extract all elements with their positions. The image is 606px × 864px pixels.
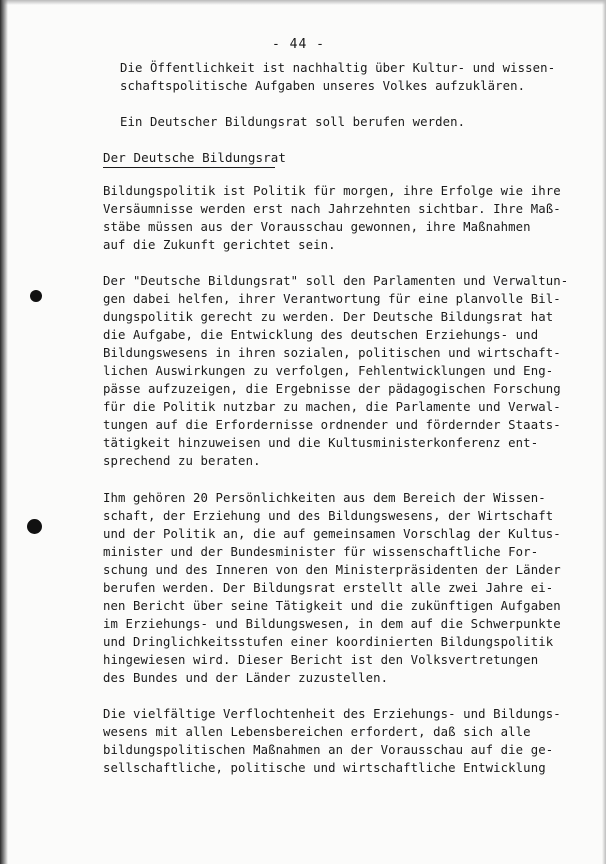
text-line: Der "Deutsche Bildungsrat" soll den Parlamenten und Verwaltun-: [103, 274, 569, 288]
text-line: Ihm gehören 20 Persönlichkeiten aus dem Bereich der Wissen-: [103, 491, 546, 505]
text-line: sellschaftliche, politische und wirtschaftliche Entwicklung: [103, 761, 546, 775]
text-line: stäbe müssen aus der Vorausschau gewonnen, ihre Maßnahmen: [103, 220, 531, 234]
text-line: für die Politik nutzbar zu machen, die Parlamente und Verwal-: [103, 400, 561, 414]
text-line: Bildungspolitik ist Politik für morgen, ihre Erfolge wie ihre: [103, 184, 561, 198]
text-line: minister und der Bundesminister für wissenschaftliche For-: [103, 545, 539, 559]
page-number: - 44 -: [272, 37, 325, 52]
text-line: schung und des Inneren von den Ministerpräsidenten der Länder: [103, 563, 561, 577]
text-line: im Erziehungs- und Bildungswesen, in dem auf die Schwerpunkte: [103, 617, 561, 631]
text-line: tätigkeit hinzuweisen und die Kultusministerkonferenz ent-: [103, 436, 539, 450]
text-line: pässe aufzuzeigen, die Ergebnisse der pädagogischen Forschung: [103, 382, 561, 396]
section-heading: Der Deutsche Bildungsrat: [103, 150, 287, 165]
heading-underline: [103, 167, 275, 168]
scan-edge-top: [0, 0, 606, 5]
text-line: nen Bericht über seine Tätigkeit und die zukünftigen Aufgaben: [103, 599, 561, 613]
text-line: des Bundes und der Länder zuzustellen.: [103, 671, 389, 685]
text-line: Die Öffentlichkeit ist nachhaltig über Kultur- und wissen-: [120, 61, 556, 75]
text-line: wesens mit allen Lebensbereichen erfordert, daß sich alle: [103, 725, 531, 739]
text-line: die Aufgabe, die Entwicklung des deutschen Erziehungs- und: [103, 328, 539, 342]
text-line: Die vielfältige Verflochtenheit des Erziehungs- und Bildungs-: [103, 707, 561, 721]
text-line: tungen auf die Erfordernisse ordnender und fördernder Staats-: [103, 418, 561, 432]
text-line: lichen Auswirkungen zu verfolgen, Fehlentwicklungen und Eng-: [103, 364, 554, 378]
punch-hole-upper: [30, 290, 42, 302]
text-line: bildungspolitischen Maßnahmen an der Vorausschau auf die ge-: [103, 743, 554, 757]
text-line: und Dringlichkeitsstufen einer koordinierten Bildungspolitik: [103, 635, 554, 649]
text-line: sprechend zu beraten.: [103, 454, 261, 468]
text-line: Bildungswesens in ihren sozialen, politischen und wirtschaft-: [103, 346, 561, 360]
scan-edge-right: [602, 0, 606, 864]
text-line: berufen werden. Der Bildungsrat erstellt alle zwei Jahre ei-: [103, 581, 554, 595]
text-line: und der Politik an, die auf gemeinsamen Vorschlag der Kultus-: [103, 527, 561, 541]
scan-edge-left: [0, 0, 8, 864]
text-line: Ein Deutscher Bildungsrat soll berufen werden.: [120, 115, 466, 129]
text-line: Versäumnisse werden erst nach Jahrzehnten sichtbar. Ihre Maß-: [103, 202, 561, 216]
text-line: schaftspolitische Aufgaben unseres Volkes aufzuklären.: [120, 79, 526, 93]
text-line: auf die Zukunft gerichtet sein.: [103, 238, 336, 252]
text-line: hingewiesen wird. Dieser Bericht ist den Volksvertretungen: [103, 653, 539, 667]
punch-hole-lower: [27, 519, 42, 534]
text-line: schaft, der Erziehung und des Bildungswesens, der Wirtschaft: [103, 509, 554, 523]
text-line: gen dabei helfen, ihrer Verantwortung für eine planvolle Bil-: [103, 292, 561, 306]
text-line: dungspolitik gerecht zu werden. Der Deutsche Bildungsrat hat: [103, 310, 554, 324]
